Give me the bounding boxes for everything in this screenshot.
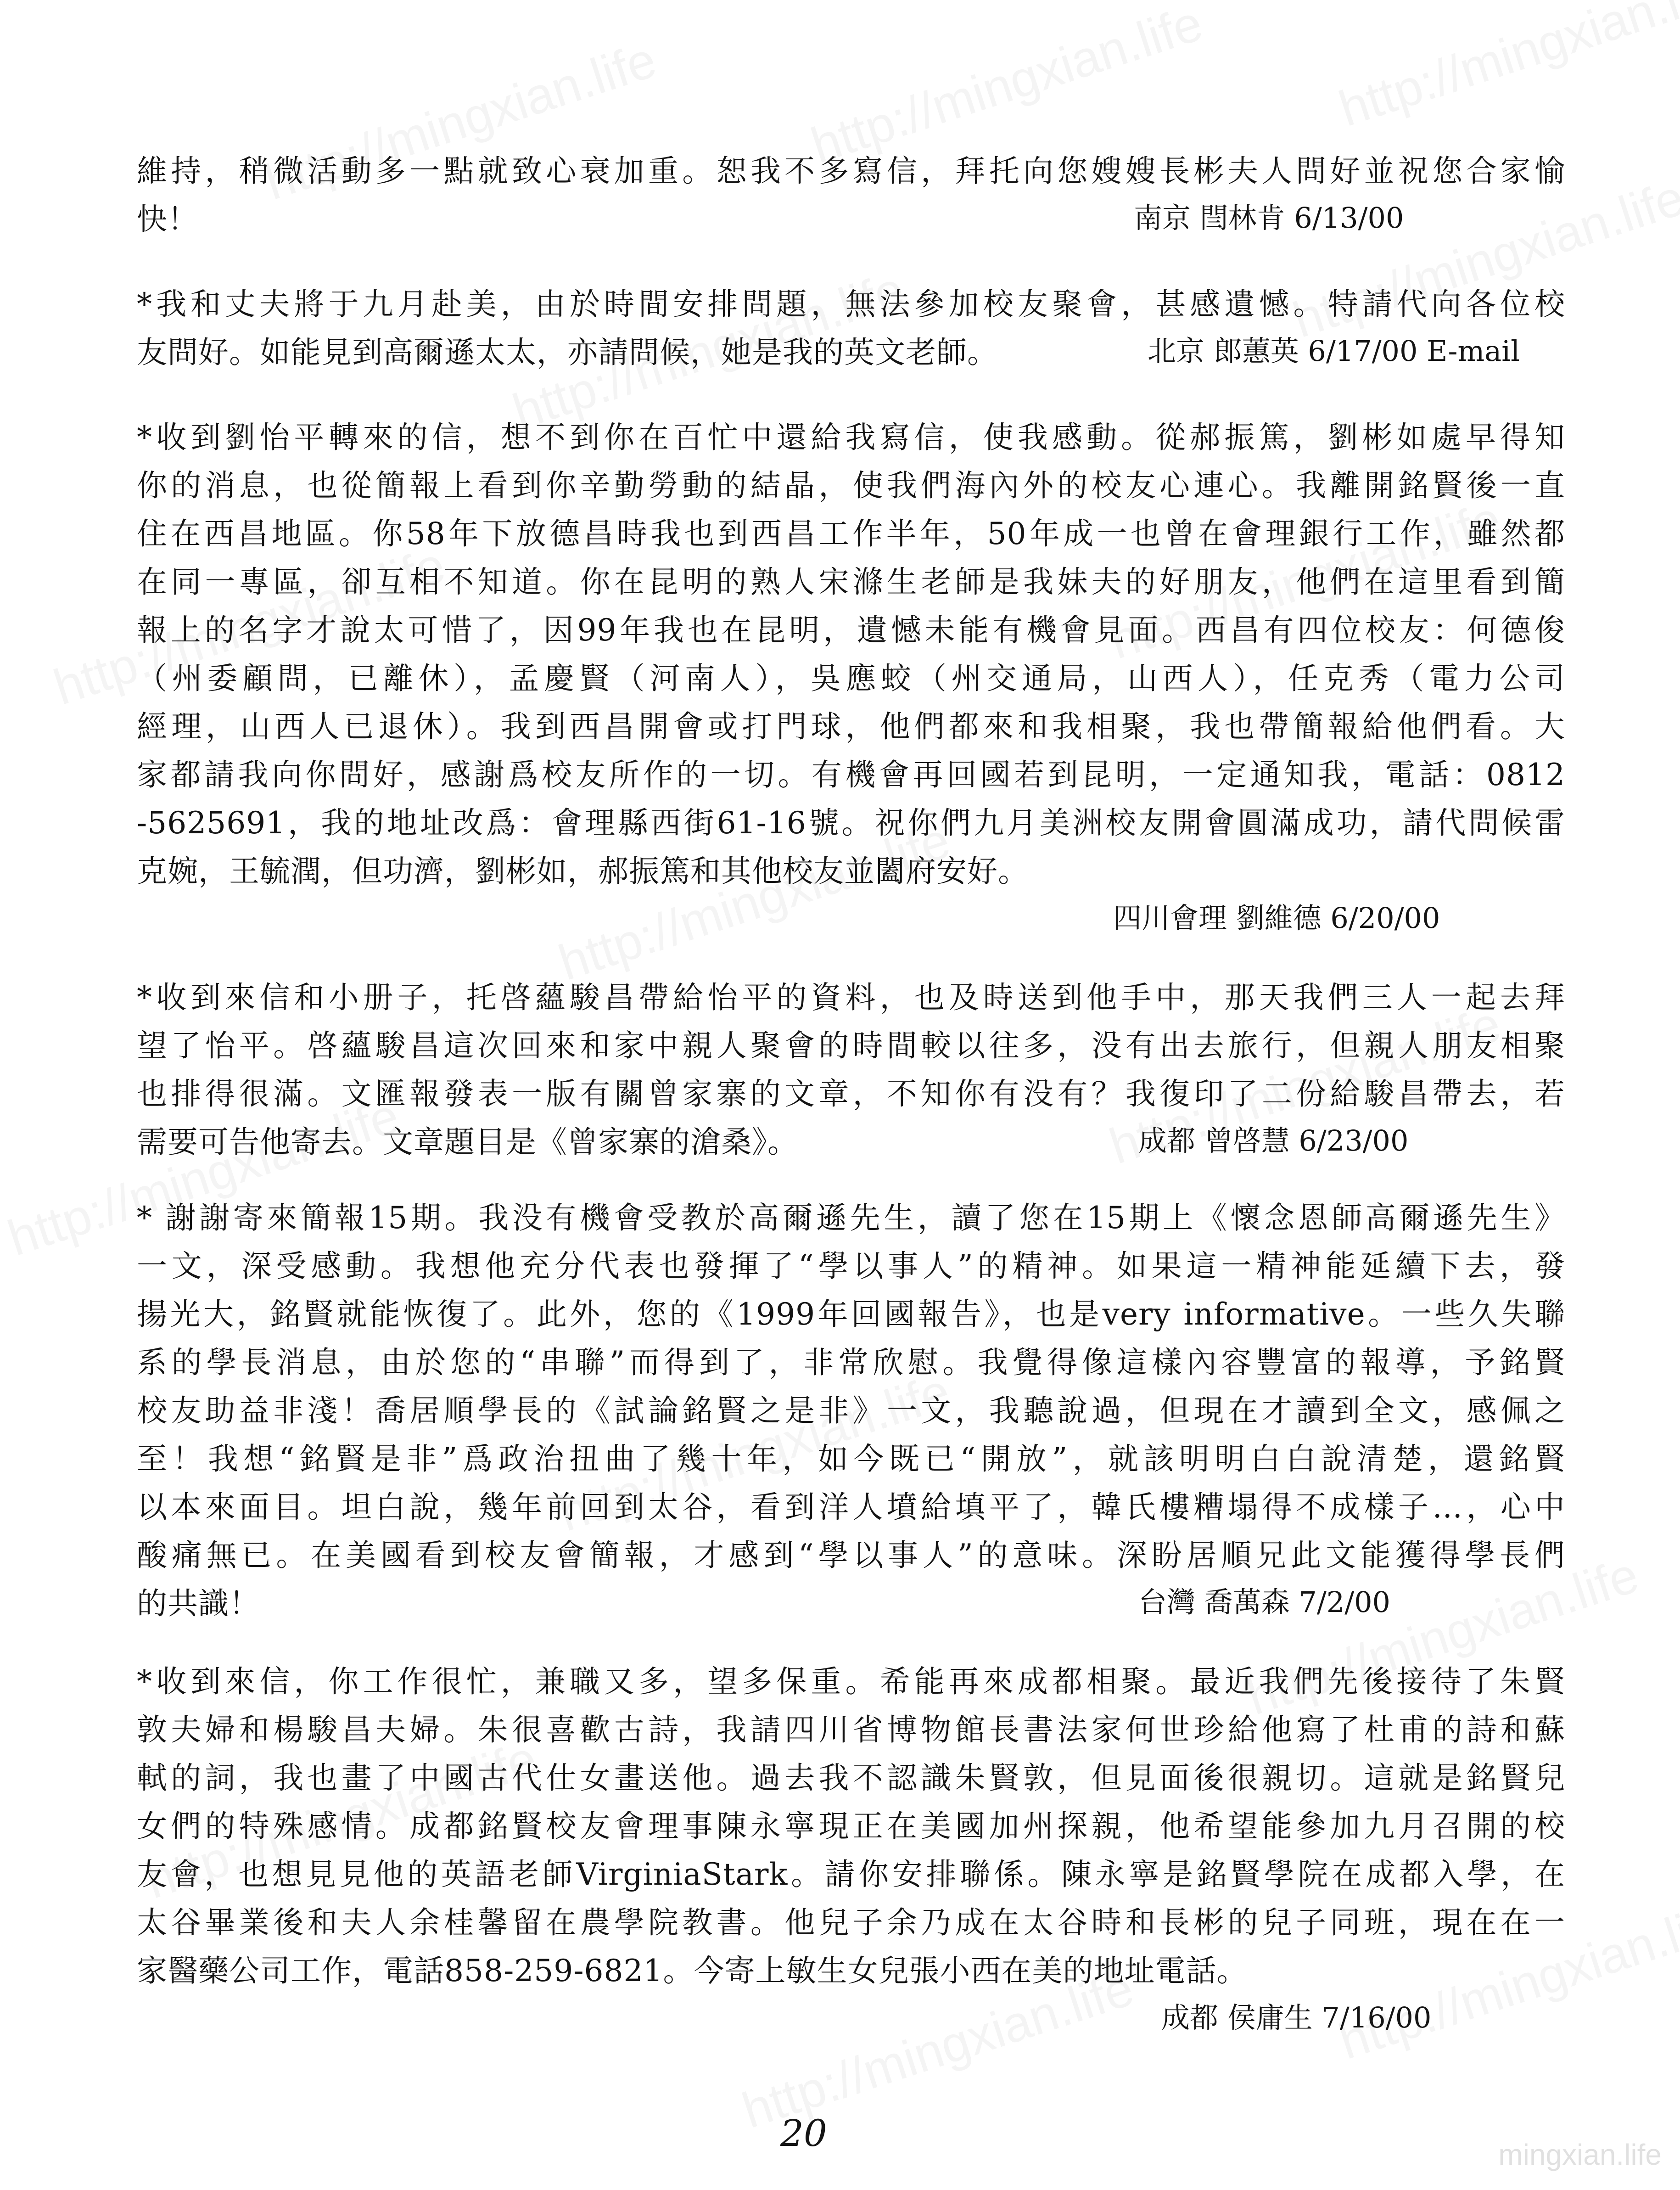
watermark-brand: mingxian.life bbox=[1498, 2138, 1662, 2171]
letter-signature: 南京 閆林肯 6/13/00 bbox=[1134, 201, 1404, 235]
letter-signature: 四川會理 劉維德 6/20/00 bbox=[1113, 901, 1440, 935]
letter-line: 太谷畢業後和夫人余桂馨留在農學院教書。他兒子余乃成在太谷時和長彬的兒子同班，現在在一 bbox=[137, 1905, 1565, 1940]
letter-line: 經理，山西人已退休）。我到西昌開會或打門球，他們都來和我相聚，我也帶簡報給他們看。大 bbox=[137, 709, 1565, 744]
letter-line: 住在西昌地區。你58年下放德昌時我也到西昌工作半年，50年成一也曾在會理銀行工作，雖然都 bbox=[137, 516, 1565, 551]
letter-line: *收到劉怡平轉來的信，想不到你在百忙中還給我寫信，使我感動。從郝振篤，劉彬如處早得知 bbox=[137, 420, 1565, 455]
letter-line: 敦夫婦和楊駿昌夫婦。朱很喜歡古詩，我請四川省博物館長書法家何世珍給他寫了杜甫的詩和蘇 bbox=[137, 1712, 1565, 1747]
letter-line: *收到來信，你工作很忙，兼職又多，望多保重。希能再來成都相聚。最近我們先後接待了朱賢 bbox=[137, 1664, 1565, 1699]
letter-signature: 北京 郎蕙英 6/17/00 E-mail bbox=[1148, 334, 1520, 368]
letter-line: 一文，深受感動。我想他充分代表也發揮了“學以事人”的精神。如果這一精神能延續下去，發 bbox=[137, 1248, 1565, 1284]
letter-line: 友會，也想見見他的英語老師VirginiaStark。請你安排聯係。陳永寧是銘賢學院在成都入學，在 bbox=[137, 1857, 1565, 1892]
watermark-text bbox=[1332, 0, 1680, 138]
letter-line: 友問好。如能見到高爾遜太太，亦請問候，她是我的英文老師。 bbox=[137, 335, 998, 370]
letter-line: 也排得很滿。文匯報發表一版有關曾家寨的文章，不知你有没有？我復印了二份給駿昌帶去，若 bbox=[137, 1076, 1565, 1112]
letter-line: 需要可告他寄去。文章題目是《曾家寨的滄桑》。 bbox=[137, 1124, 798, 1160]
letter-line: （州委顧問，已離休），孟慶賢（河南人），吳應蛟（州交通局，山西人），任克秀（電力公司 bbox=[137, 661, 1565, 696]
letter-line: 在同一專區，卻互相不知道。你在昆明的熟人宋滌生老師是我妹夫的好朋友，他們在這里看到簡 bbox=[137, 564, 1565, 600]
letter-line: * 謝謝寄來簡報15期。我没有機會受教於高爾遜先生，讀了您在15期上《懷念恩師高爾遜先生》 bbox=[137, 1200, 1565, 1235]
letter-line: -5625691，我的地址改爲：會理縣西街61-16號。祝你們九月美洲校友開會圓滿成功，請代問候雷 bbox=[137, 805, 1565, 841]
letter-entry bbox=[137, 413, 1565, 895]
letter-line: 的共識！ bbox=[137, 1586, 260, 1621]
letter-line: 軾的詞，我也畫了中國古代仕女畫送他。過去我不認識朱賢敦，但見面後很親切。這就是銘賢兒 bbox=[137, 1760, 1565, 1796]
letter-line: 以本來面目。坦白說，幾年前回到太谷，看到洋人墳給填平了，韓氏樓糟塌得不成樣子…，心中 bbox=[137, 1489, 1565, 1525]
letter-line: 酸痛無已。在美國看到校友會簡報，才感到“學以事人”的意味。深盼居順兄此文能獲得學長們 bbox=[137, 1538, 1565, 1573]
letter-line: 揚光大，銘賢就能恢復了。此外，您的《1999年回國報告》，也是very informative。一些久失聯 bbox=[137, 1297, 1565, 1332]
letter-line: 校友助益非淺！喬居順學長的《試論銘賢之是非》一文，我聽說過，但現在才讀到全文，感佩之 bbox=[137, 1393, 1565, 1428]
letter-line: 系的學長消息，由於您的“串聯”而得到了，非常欣慰。我覺得像這樣內容豐富的報導，予銘賢 bbox=[137, 1345, 1565, 1380]
letter-line: *收到來信和小册子，托啓蘊駿昌帶給怡平的資料，也及時送到他手中，那天我們三人一起去拜 bbox=[137, 980, 1565, 1015]
letter-line: 至！我想“銘賢是非”爲政治扭曲了幾十年，如今既已“開放”，就該明明白白說清楚，還銘賢 bbox=[137, 1441, 1565, 1477]
letter-entry bbox=[137, 1194, 1565, 1628]
letter-line: 望了怡平。啓蘊駿昌這次回來和家中親人聚會的時間較以往多，没有出去旅行，但親人朋友相聚 bbox=[137, 1028, 1565, 1063]
letter-signature: 台灣 喬萬森 7/2/00 bbox=[1138, 1585, 1390, 1619]
letter-entry bbox=[137, 1657, 1565, 1995]
letter-signature: 成都 侯庸生 7/16/00 bbox=[1161, 2001, 1432, 2034]
letter-line: 家醫藥公司工作，電話858-259-6821。今寄上敏生女兒張小西在美的地址電話。 bbox=[137, 1953, 1248, 1988]
letter-signature: 成都 曾啓慧 6/23/00 bbox=[1138, 1124, 1409, 1157]
letter-line: 克婉，王毓潤，但功濟，劉彬如，郝振篤和其他校友並闔府安好。 bbox=[137, 854, 1029, 889]
letter-line: *我和丈夫將于九月赴美，由於時間安排問題，無法參加校友聚會，甚感遺憾。特請代向各位校 bbox=[137, 286, 1565, 322]
page-number: 20 bbox=[780, 2112, 827, 2155]
letter-line: 報上的名字才說太可惜了，因99年我也在昆明，遺憾未能有機會見面。西昌有四位校友：何德俊 bbox=[137, 612, 1565, 648]
letter-line: 你的消息，也從簡報上看到你辛勤勞動的結晶，使我們海內外的校友心連心。我離開銘賢後一直 bbox=[137, 468, 1565, 503]
letter-line: 快！ bbox=[137, 202, 198, 237]
letter-line: 維持，稍微活動多一點就致心衰加重。恕我不多寫信，拜托向您嫂嫂長彬夫人問好並祝您合家愉 bbox=[137, 153, 1565, 189]
letter-line: 家都請我向你問好，感謝爲校友所作的一切。有機會再回國若到昆明，一定通知我，電話：0812 bbox=[137, 757, 1565, 792]
letter-line: 女們的特殊感情。成都銘賢校友會理事陳永寧現正在美國加州探親，他希望能參加九月召開的校 bbox=[137, 1808, 1565, 1844]
